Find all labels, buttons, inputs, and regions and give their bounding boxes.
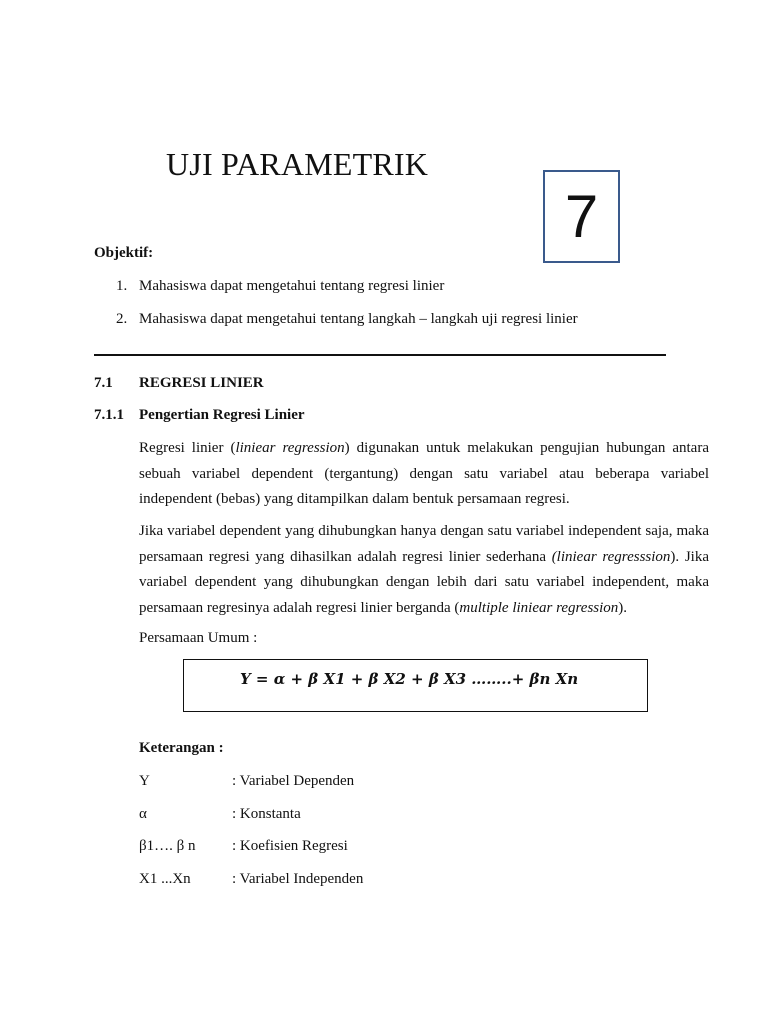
legend-term: Y	[139, 773, 150, 789]
legend-term: α	[139, 806, 147, 822]
paragraph-text: ). Jika variabel dependent yang dihubungkan dengan lebih dari satu variabel independent, maka persamaan regresinya adalah regresi linier berganda (	[139, 548, 709, 616]
objective-text: Mahasiswa dapat mengetahui tentang langkah – langkah uji regresi linier	[139, 311, 578, 327]
chapter-number-box	[543, 170, 620, 263]
objective-number: 1.	[116, 278, 128, 294]
objectives-heading: Objektif:	[94, 245, 154, 261]
legend-description: : Variabel Dependen	[232, 773, 355, 789]
paragraph-text: ) digunakan untuk melakukan pengujian hubungan antara sebuah variabel dependent (tergantung) dengan satu variabel atau beberapa variabel independent (bebas) yang ditampilkan dalam bentuk persamaan regresi.	[139, 440, 709, 507]
paragraph-text: ).	[618, 599, 628, 616]
chapter-title: UJI PARAMETRIK	[166, 146, 429, 182]
chapter-number: 7	[564, 182, 599, 250]
objective-text: Mahasiswa dapat mengetahui tentang regresi linier	[139, 278, 445, 294]
formula-box	[183, 659, 648, 712]
subsection-title: Pengertian Regresi Linier	[139, 407, 305, 423]
paragraph-term: multiple liniear regression	[459, 599, 619, 616]
paragraph-term: (liniear regresssion	[551, 548, 671, 565]
legend-description: : Konstanta	[232, 806, 301, 822]
legend-term: X1 ...Xn	[139, 871, 191, 887]
legend-description: : Variabel Independen	[232, 871, 364, 887]
legend-heading: Keterangan :	[139, 740, 224, 756]
section-title: REGRESI LINIER	[139, 375, 264, 391]
paragraph-text: Regresi linier (	[139, 440, 236, 456]
section-number: 7.1	[94, 375, 113, 391]
legend-description: : Koefisien Regresi	[232, 838, 348, 854]
paragraph-types	[139, 519, 709, 621]
section-divider	[94, 354, 666, 356]
paragraph-text: Jika variabel dependent yang dihubungkan hanya dengan satu variabel independent saja, maka persamaan regresi yang dihasilkan adalah regresi linier sederhana	[139, 523, 709, 565]
paragraph-term: liniear regression	[235, 440, 345, 456]
objective-number: 2.	[116, 311, 128, 327]
general-equation-label: Persamaan Umum :	[139, 630, 258, 646]
regression-formula: Y = α + β X1 + β X2 + β X3 ……..+ βn Xn	[240, 670, 579, 688]
subsection-number: 7.1.1	[94, 407, 124, 423]
paragraph-definition	[139, 436, 709, 513]
legend-term: β1…. β n	[139, 838, 196, 854]
